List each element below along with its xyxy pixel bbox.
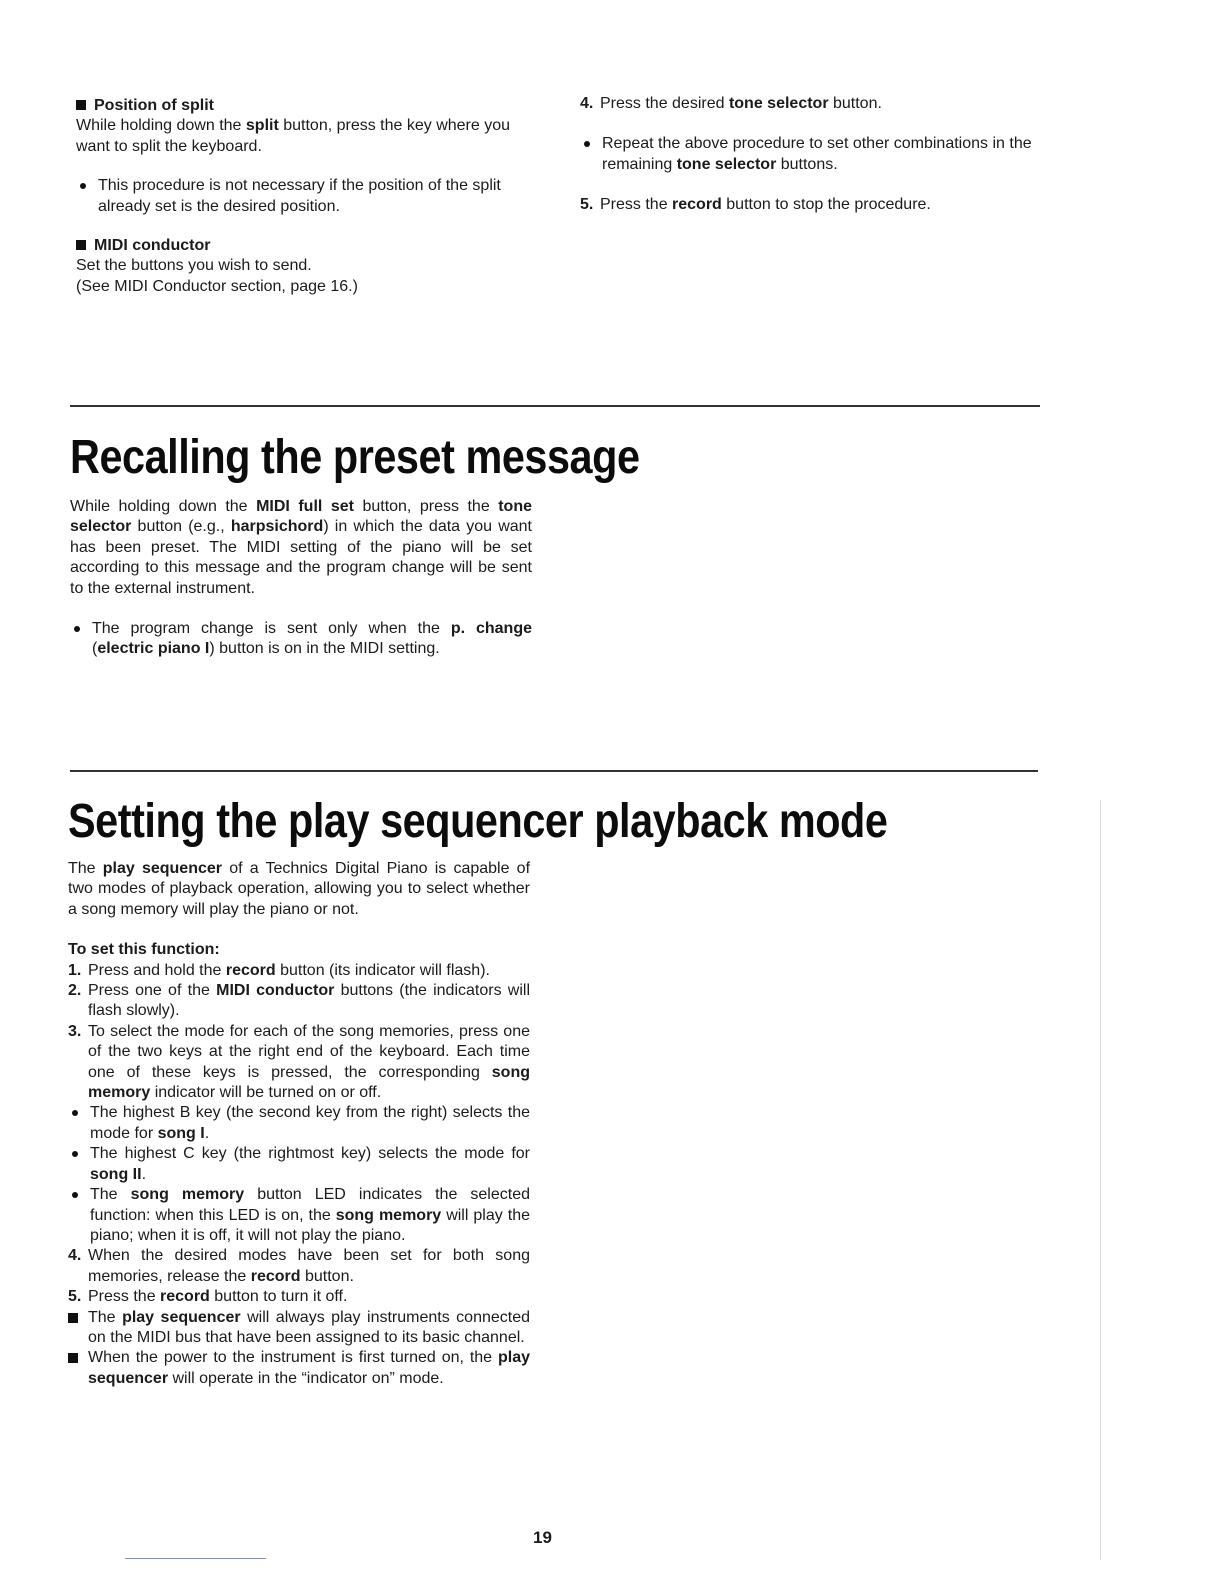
step-4: 4. Press the desired tone selector button. xyxy=(580,95,882,112)
midi-conductor-line1: Set the buttons you wish to send. xyxy=(76,257,312,275)
seq-step-2: 2. Press one of the MIDI conductor buttons (the indicators will flash slowly). xyxy=(68,982,531,1020)
seq-step-5: 5. Press the record button to turn it off. xyxy=(68,1288,348,1306)
bottom-rule xyxy=(125,1558,266,1559)
recall-note: The program change is sent only when the p. change (electric piano I) button is on in the MIDI setting. xyxy=(70,619,532,660)
midi-conductor-heading: MIDI conductor xyxy=(76,236,526,256)
recall-title: Recalling the preset message xyxy=(70,428,640,484)
section-divider xyxy=(70,770,1038,772)
recall-body: While holding down the MIDI full set button, press the tone selector button (e.g., harpsichord) in which the data you want has been preset. The MIDI setting of the piano will be set according to this message and the program change will be sent to the external instrument. xyxy=(70,498,533,597)
seq-note-2: When the power to the instrument is first turned on, the play sequencer will operate in the “indicator on” mode. xyxy=(68,1348,530,1389)
seq-step-1: 1. Press and hold the record button (its indicator will flash). xyxy=(68,961,490,979)
seq-intro: The play sequencer of a Technics Digital Piano is capable of two modes of playback operation, allowing you to select whether a song memory will play the piano or not. xyxy=(68,860,531,918)
seq-bullet-3: The song memory button LED indicates the selected function: when this LED is on, the song memory will play the piano; when it is off, it will not play the piano. xyxy=(68,1185,530,1246)
seq-step-3: 3. To select the mode for each of the song memories, press one of the two keys at the right end of the keyboard. Each time one of these keys is pressed, the corresponding song memory indicator will be turned on or off. xyxy=(68,1022,530,1102)
seq-section xyxy=(68,859,530,1389)
seq-bullet-2: The highest C key (the rightmost key) selects the mode for song II. xyxy=(68,1144,530,1185)
right-steps-section xyxy=(580,94,1050,216)
repeat-note: Repeat the above procedure to set other combinations in the remaining tone selector buttons. xyxy=(580,134,1050,175)
section-divider xyxy=(70,405,1040,407)
margin-line xyxy=(1100,800,1101,1560)
seq-note-1: The play sequencer will always play instruments connected on the MIDI bus that have been assigned to its basic channel. xyxy=(68,1308,530,1349)
position-split-section xyxy=(76,96,526,217)
page-number: 19 xyxy=(533,1528,552,1547)
position-split-note: This procedure is not necessary if the position of the split already set is the desired position. xyxy=(76,176,526,217)
midi-conductor-line2: (See MIDI Conductor section, page 16.) xyxy=(76,277,358,295)
midi-conductor-section xyxy=(76,236,526,297)
seq-bullet-1: The highest B key (the second key from the right) selects the mode for song I. xyxy=(68,1103,530,1144)
position-split-body: While holding down the split button, press the key where you want to split the keyboard. xyxy=(76,117,511,155)
seq-step-4: 4. When the desired modes have been set for both song memories, release the record button. xyxy=(68,1247,530,1285)
seq-subhead: To set this function: xyxy=(68,941,220,959)
step-5: 5. Press the record button to stop the procedure. xyxy=(580,196,931,214)
position-split-heading: Position of split xyxy=(76,96,526,116)
seq-title: Setting the play sequencer playback mode xyxy=(68,792,888,848)
recall-section xyxy=(70,497,532,660)
